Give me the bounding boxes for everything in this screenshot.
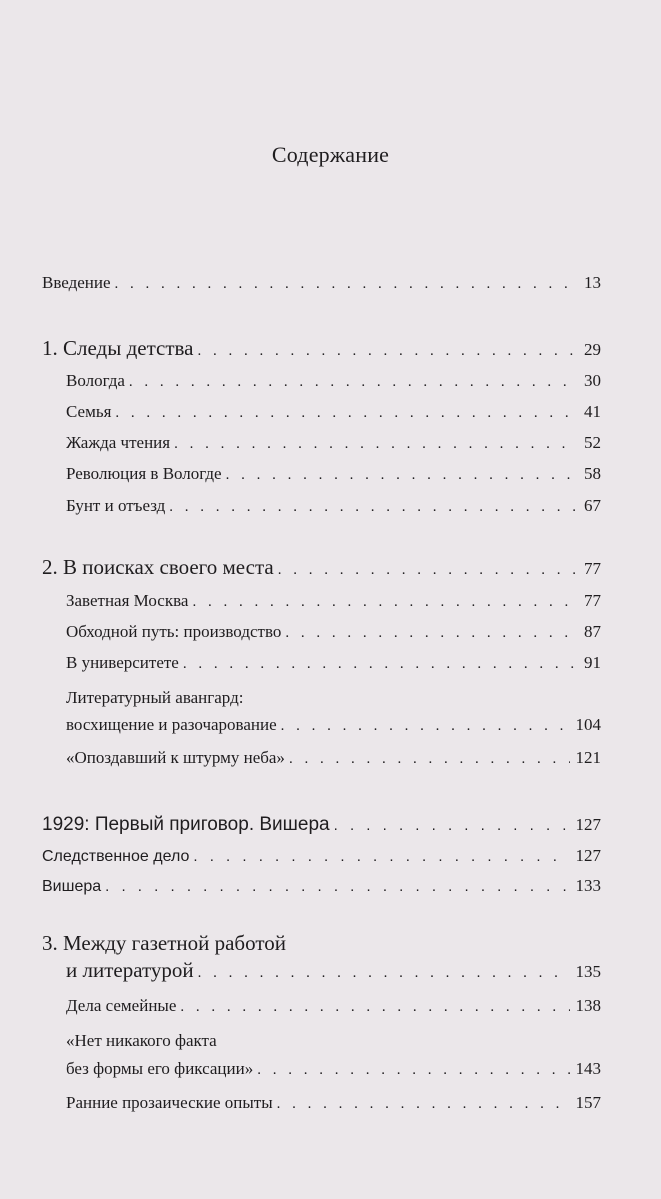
leader-dots: [192, 594, 578, 611]
toc-entry-page: 127: [575, 815, 601, 834]
toc-entry-label: Дела семейные: [66, 996, 177, 1015]
toc-entry-label: Ранние прозаические опыты: [66, 1093, 273, 1112]
toc-entry-early-prose[interactable]: [66, 1093, 601, 1113]
toc-entry-page: 77: [584, 591, 601, 610]
toc-entry-page: 67: [584, 496, 601, 515]
leader-dots: [169, 499, 578, 516]
leader-dots: [174, 436, 578, 453]
toc-entry-production[interactable]: [66, 622, 601, 642]
toc-entry-label: Следственное дело: [42, 848, 190, 865]
toc-chapter-3-line1: 3. Между газетной работой: [42, 931, 286, 955]
leader-dots: [277, 1096, 570, 1113]
toc-entry-page: 13: [584, 273, 601, 292]
toc-entry-page: 30: [584, 371, 601, 390]
toc-entry-page: 58: [584, 464, 601, 483]
leader-dots: [289, 751, 570, 768]
toc-entry-vologda[interactable]: [66, 371, 601, 391]
toc-entry-page: 41: [584, 402, 601, 421]
toc-entry-label: восхищение и разочарование: [66, 715, 277, 734]
toc-entry-label: Введение: [42, 273, 111, 292]
leader-dots: [115, 276, 578, 293]
toc-entry-label: Семья: [66, 402, 112, 421]
toc-entry-page: 133: [575, 876, 601, 895]
toc-entry-label: Вологда: [66, 371, 125, 390]
leader-dots: [180, 999, 569, 1016]
toc-chapter-1[interactable]: [42, 336, 601, 361]
toc-entry-label: 1. Следы детства: [42, 336, 194, 360]
toc-entry-avantgarde[interactable]: [66, 715, 601, 735]
toc-entry-label: Вишера: [42, 878, 102, 895]
toc-entry-avantgarde-line1: Литературный авангард:: [66, 688, 244, 707]
toc-entry-label: и литературой: [66, 958, 194, 982]
toc-entry-page: 87: [584, 622, 601, 641]
toc-entry-university[interactable]: [66, 653, 601, 673]
leader-dots: [193, 848, 569, 865]
leader-dots: [129, 374, 578, 391]
toc-entry-label: «Опоздавший к штурму неба»: [66, 748, 285, 767]
toc-entry-label: Жажда чтения: [66, 433, 171, 452]
leader-dots: [278, 562, 578, 579]
leader-dots: [183, 656, 578, 673]
toc-entry-label: 2. В поисках своего места: [42, 555, 274, 579]
toc-entry-page: 91: [584, 653, 601, 672]
toc-entry-revolution[interactable]: [66, 464, 601, 484]
toc-entry-page: 138: [575, 996, 601, 1015]
toc-chapter-1929[interactable]: [42, 814, 601, 836]
toc-entry-revolt[interactable]: [66, 496, 601, 516]
toc-entry-page: 77: [584, 559, 601, 578]
toc-entry-no-fact[interactable]: [66, 1059, 601, 1079]
leader-dots: [226, 467, 578, 484]
leader-dots: [285, 625, 578, 642]
toc-entry-page: 157: [575, 1093, 601, 1112]
toc-entry-page: 127: [575, 846, 601, 865]
toc-entry-investigation[interactable]: [42, 846, 601, 866]
toc-entry-label: Заветная Москва: [66, 591, 189, 610]
toc-entry-no-fact-line1: «Нет никакого факта: [66, 1031, 217, 1050]
toc-entry-reading[interactable]: [66, 433, 601, 453]
toc-entry-label: Обходной путь: производство: [66, 622, 282, 641]
toc-entry-page: 104: [575, 715, 601, 734]
page-title: Содержание: [271, 142, 390, 167]
leader-dots: [257, 1062, 569, 1079]
leader-dots: [197, 343, 578, 360]
toc-entry-introduction[interactable]: [42, 273, 601, 293]
toc-entry-page: 143: [575, 1059, 601, 1078]
toc-entry-page: 121: [575, 748, 601, 767]
toc-entry-label: без формы его фиксации»: [66, 1059, 254, 1078]
toc-entry-family-affairs[interactable]: [66, 996, 601, 1016]
toc-entry-vishera[interactable]: [42, 876, 601, 896]
toc-entry-label: Бунт и отъезд: [66, 496, 166, 515]
leader-dots: [115, 405, 578, 422]
leader-dots: [105, 878, 569, 895]
toc-entry-page: 135: [575, 962, 601, 981]
leader-dots: [334, 817, 570, 834]
toc-entry-label: Революция в Вологде: [66, 464, 222, 483]
toc-entry-label: В университете: [66, 653, 179, 672]
toc-chapter-2[interactable]: [42, 555, 601, 580]
leader-dots: [281, 718, 570, 735]
toc-entry-late-to-storm[interactable]: [66, 748, 601, 768]
toc-entry-family[interactable]: [66, 402, 601, 422]
toc-entry-moscow[interactable]: [66, 591, 601, 611]
toc-entry-page: 52: [584, 433, 601, 452]
toc-chapter-3[interactable]: [66, 958, 601, 983]
leader-dots: [198, 965, 570, 982]
toc-entry-page: 29: [584, 340, 601, 359]
toc-entry-label: 1929: Первый приговор. Вишера: [42, 814, 330, 835]
